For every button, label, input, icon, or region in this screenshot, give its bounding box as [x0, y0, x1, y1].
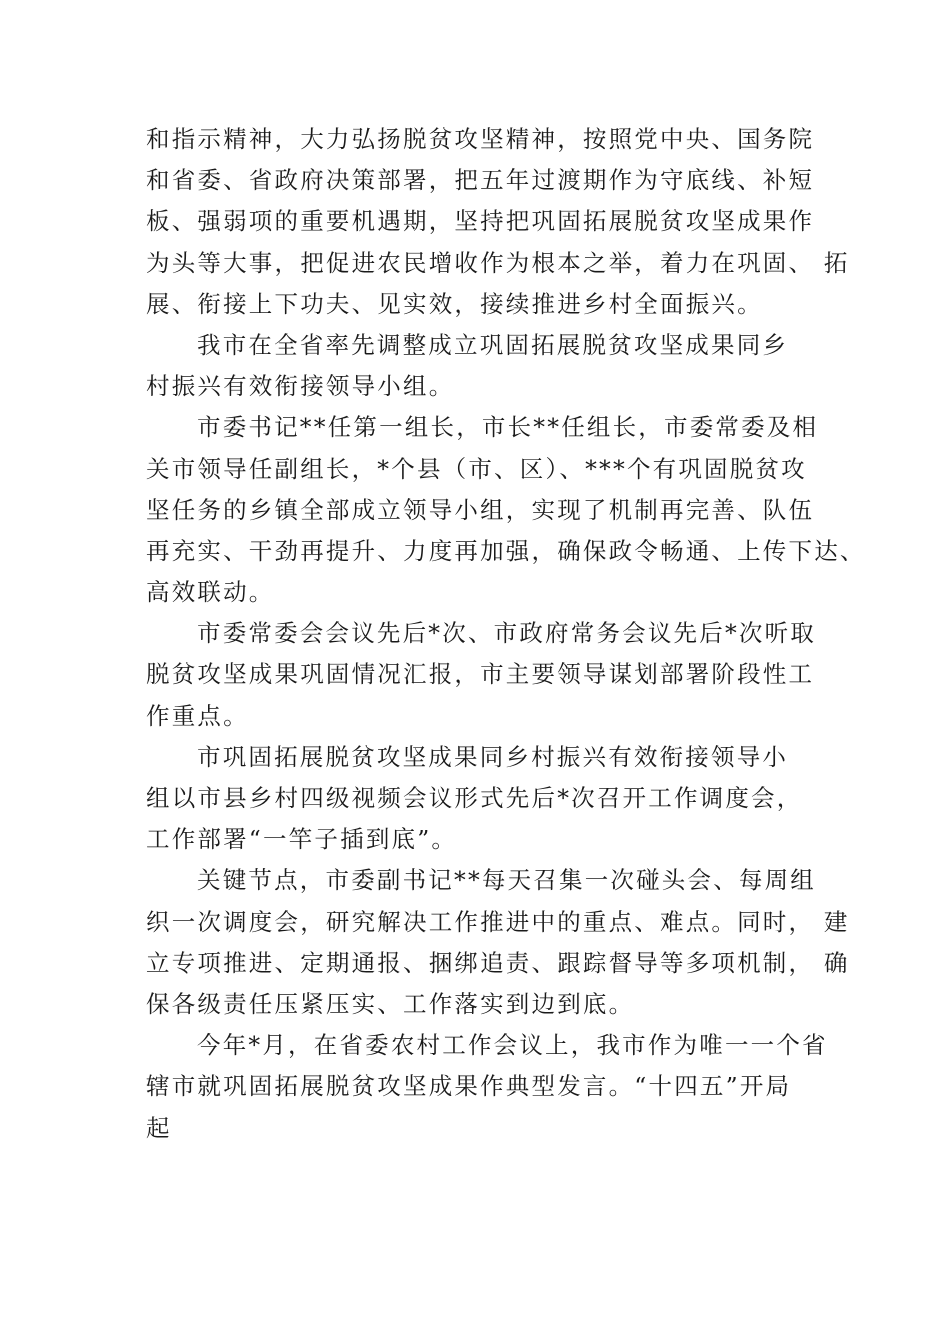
text-line: 织一次调度会，研究解决工作推进中的重点、难点。同时， 建 [146, 907, 850, 936]
paragraph-first-line: 关键节点，市委副书记**每天召集一次碰头会、每周组 [197, 866, 816, 895]
text-line: 再充实、干劲再提升、力度再加强，确保政令畅通、上传下达、 [146, 536, 866, 565]
text-line: 展、衔接上下功夫、见实效，接续推进乡村全面振兴。 [146, 289, 763, 318]
paragraph-first-line: 我市在全省率先调整成立巩固拓展脱贫攻坚成果同乡 [197, 330, 789, 359]
text-line: 保各级责任压紧压实、工作落实到边到底。 [146, 989, 635, 1018]
text-line: 立专项推进、定期通报、捆绑追责、跟踪督导等多项机制， 确 [146, 948, 850, 977]
text-line: 辖市就巩固拓展脱贫攻坚成果作典型发言。“十四五”开局 [146, 1072, 792, 1101]
paragraph-first-line: 今年*月，在省委农村工作会议上，我市作为唯一一个省 [197, 1031, 828, 1060]
text-line: 脱贫攻坚成果巩固情况汇报，市主要领导谋划部署阶段性工 [146, 660, 815, 689]
text-line: 作重点。 [146, 701, 249, 730]
text-line: 和指示精神，大力弘扬脱贫攻坚精神，按照党中央、国务院 [146, 125, 815, 153]
document-body [146, 119, 866, 1149]
text-line: 和省委、省政府决策部署，把五年过渡期作为守底线、补短 [146, 166, 815, 195]
text-line: 组以市县乡村四级视频会议形式先后*次召开工作调度会， [146, 784, 803, 812]
paragraph-first-line: 市委常委会会议先后*次、市政府常务会议先后*次听取 [197, 619, 816, 648]
text-line: 坚任务的乡镇全部成立领导小组，实现了机制再完善、队伍 [146, 495, 815, 524]
text-line: 起 [146, 1113, 172, 1142]
text-line: 村振兴有效衔接领导小组。 [146, 372, 455, 401]
text-line: 工作部署“一竿子插到底”。 [146, 825, 458, 854]
text-line: 关市领导任副组长，*个县（市、区）、***个有巩固脱贫攻 [146, 454, 807, 483]
text-line: 高效联动。 [146, 578, 275, 607]
text-line: 为头等大事，把促进农民增收作为根本之举，着力在巩固、 拓 [146, 248, 850, 277]
text-line: 板、强弱项的重要机遇期，坚持把巩固拓展脱贫攻坚成果作 [146, 207, 815, 236]
paragraph-first-line: 市委书记**任第一组长，市长**任组长，市委常委及相 [197, 413, 819, 442]
paragraph-first-line: 市巩固拓展脱贫攻坚成果同乡村振兴有效衔接领导小 [197, 742, 789, 771]
